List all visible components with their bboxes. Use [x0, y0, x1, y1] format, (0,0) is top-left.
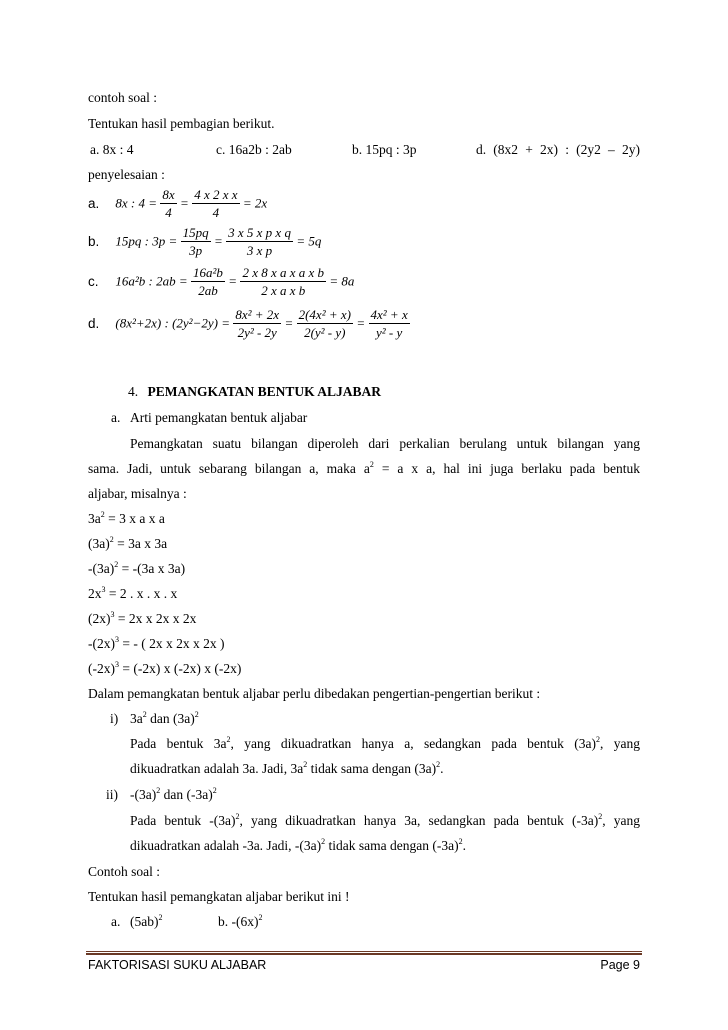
example-line: $(3a)^2 = 3a$ x 3a: [88, 535, 168, 551]
footer-rule: [86, 953, 642, 955]
example-line: $2x^3 = 2$ . x . x . x: [88, 585, 178, 601]
solution-label: a.: [88, 196, 100, 211]
fraction: $\frac{\text{2 x 8 x a x a x b}}{\text{2 x a x b}}$: [242, 265, 325, 298]
paragraph-line: aljabar, misalnya :: [88, 486, 187, 501]
fraction: $\frac{15pq}{3p}$: [182, 225, 209, 258]
paragraph-line: dikuadratkan adalah -3a. Jadi, $-(3a)^2$ tidak sama dengan $(-3a)^2$.: [130, 837, 466, 853]
solution-label: d.: [88, 316, 100, 331]
example-line: $(-2x)^3 = (-2x)$ x (-2x) x (-2x): [88, 660, 242, 676]
fraction: $\frac{\text{3 x 5 x p x q}}{\text{3 x p}}$: [228, 225, 291, 258]
solution-heading: penyelesaian :: [88, 167, 165, 182]
footer-rule: [86, 951, 642, 952]
paragraph-line: Pemangkatan suatu bilangan diperoleh dari perkalian berulang untuk bilangan yang: [130, 436, 640, 451]
page-number: Page 9: [600, 958, 640, 972]
instruction-text: Tentukan hasil pembagian berikut.: [88, 116, 275, 131]
subsection-a: a. Arti pemangkatan bentuk aljabar: [111, 410, 308, 425]
fraction: $\frac{8x}{4}$: [162, 187, 175, 220]
fraction: $\frac{\text{2(4x² + x)}}{\text{2(y² - y)}}$: [298, 307, 351, 340]
fraction: $\frac{\text{4 x 2 x x}}{4}$: [194, 187, 238, 220]
solution-c: c. 16a²b : 2ab = $\frac{\text{16a²b}}{2ab}$ = $\frac{\text{2 x 8 x a x a x b}}{\text{2 x a x b}}$ = 8a: [88, 265, 355, 298]
fraction: $\frac{\text{8x² + 2x}}{\text{2y² - 2y}}$: [235, 307, 280, 340]
item-ii-title: ii) $-(3a)^2$ dan $(-3a)^2$: [106, 786, 217, 802]
exercise-a: $(5ab)^2$: [130, 913, 163, 929]
fraction: $\frac{\text{4x² + x}}{\text{y² - y}}$: [370, 307, 408, 340]
example-heading: contoh soal :: [88, 90, 157, 105]
section-number: 4.: [128, 384, 139, 399]
example-heading: Contoh soal :: [88, 864, 161, 879]
problem-a: a. 8x : 4: [90, 142, 134, 157]
section-title: PEMANGKATAN BENTUK ALJABAR: [147, 384, 382, 399]
example-line: $3a^2 = 3$ x a x a: [88, 510, 165, 526]
example-line: $(2x)^3 = 2x$ x 2x x 2x: [88, 610, 197, 626]
solution-b: b. 15pq : 3p = $\frac{15pq}{3p}$ = $\frac{\text{3 x 5 x p x q}}{\text{3 x p}}$ = 5q: [88, 225, 322, 258]
exercise-row: a. $(5ab)^2$ b. $-(6x)^2$: [111, 913, 263, 929]
solution-lhs: 16a²b : 2ab =: [115, 273, 188, 289]
paragraph-line: sama. Jadi, untuk sebarang bilangan a, maka $a^2 = a$ x a, hal ini juga berlaku pada bentuk: [88, 460, 640, 476]
solution-result: = 2x: [242, 195, 268, 211]
paragraph-line: Pada bentuk $-(3a)^2$, yang dikuadratkan hanya 3a, sedangkan pada bentuk $(-3a)^2$, yang: [130, 812, 640, 828]
solution-label: b.: [88, 234, 100, 249]
problem-d: d. (8x2 + 2x) : (2y2 – 2y): [476, 142, 640, 157]
subsection-title: Arti pemangkatan bentuk aljabar: [130, 410, 308, 425]
instruction-text: Tentukan hasil pemangkatan aljabar berikut ini !: [88, 889, 350, 904]
solution-lhs: (8x²+2x) : (2y²−2y) =: [115, 315, 230, 331]
example-line: $-(3a)^2 = -(3a$ x 3a): [88, 560, 186, 576]
solution-lhs: 15pq : 3p =: [115, 233, 178, 249]
example-line: $-(2x)^3$ = - ( 2x x 2x x 2x ): [88, 635, 225, 651]
problem-b: b. 15pq : 3p: [352, 142, 417, 157]
exercise-b: b. $-(6x)^2$: [218, 913, 263, 929]
solution-lhs: 8x : 4 =: [115, 195, 157, 211]
footer-title: FAKTORISASI SUKU ALJABAR: [88, 958, 267, 972]
solution-result: = 8a: [329, 273, 355, 289]
fraction: $\frac{\text{16a²b}}{2ab}$: [193, 265, 223, 298]
solution-a: a. 8x : 4 = $\frac{8x}{4}$ = $\frac{\text{4 x 2 x x}}{4}$ = 2x: [88, 187, 268, 220]
section-heading: [128, 384, 381, 400]
solution-d: d. (8x²+2x) : (2y²−2y) = $\frac{\text{8x² + 2x}}{\text{2y² - 2y}}$ = $\frac{\text{2(4x² + x)}}{\text{2(y² - y)}}$ = $\frac{\text{4x² + x}}{\text{y² - y}}$: [88, 307, 408, 340]
solution-result: = 5q: [296, 233, 322, 249]
item-i-title: i) $3a^2$ dan $(3a)^2$: [110, 710, 199, 726]
paragraph-line: dikuadratkan adalah 3a. Jadi, $3a^2$ tidak sama dengan $(3a)^2$.: [130, 760, 444, 776]
paragraph-line: Pada bentuk $3a^2$, yang dikuadratkan hanya a, sedangkan pada bentuk $(3a)^2$, yang: [130, 735, 640, 751]
problem-c: c. 16a2b : 2ab: [216, 142, 292, 157]
solution-label: c.: [88, 274, 99, 289]
distinction-intro: Dalam pemangkatan bentuk aljabar perlu dibedakan pengertian-pengertian berikut :: [88, 686, 541, 701]
